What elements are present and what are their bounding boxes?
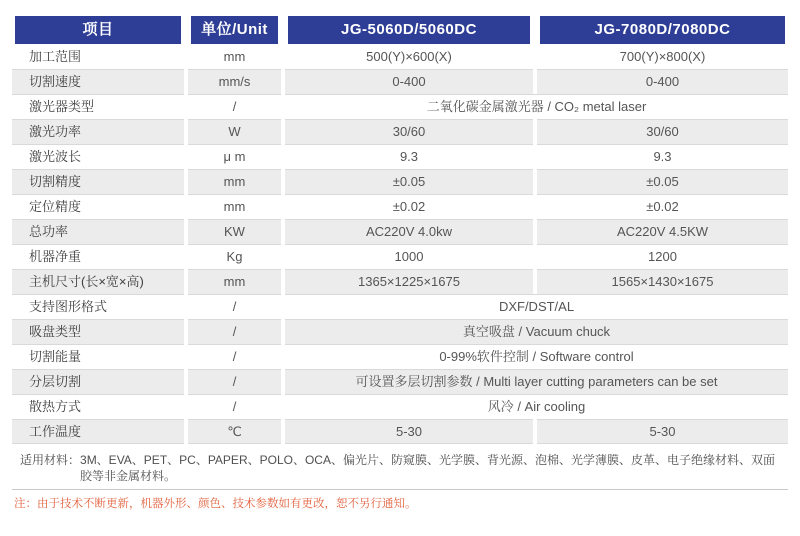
cell-item-label: 切割精度 xyxy=(12,169,184,194)
cell-unit: mm xyxy=(188,269,281,294)
cell-value-7080: 9.3 xyxy=(537,144,788,169)
cell-unit: / xyxy=(188,369,281,394)
spec-row xyxy=(12,319,788,344)
divider-line xyxy=(12,489,788,490)
cell-value-5060: 1365×1225×1675 xyxy=(285,269,533,294)
cell-value-7080: ±0.02 xyxy=(537,194,788,219)
cell-unit: mm xyxy=(188,169,281,194)
cell-value-5060: ±0.05 xyxy=(285,169,533,194)
cell-unit: / xyxy=(188,294,281,319)
cell-value-merged: 0-99%软件控制 / Software control xyxy=(285,344,788,369)
cell-value-merged: 可设置多层切割参数 / Multi layer cutting parameters can be set xyxy=(285,369,788,394)
column-header-item: 项目 xyxy=(15,16,181,44)
spec-row xyxy=(12,144,788,169)
table-header-row xyxy=(12,16,788,44)
spec-row xyxy=(12,94,788,119)
cell-item-label: 切割速度 xyxy=(12,69,184,94)
cell-item-label: 散热方式 xyxy=(12,394,184,419)
spec-row xyxy=(12,394,788,419)
spec-row xyxy=(12,44,788,69)
cell-value-5060: 9.3 xyxy=(285,144,533,169)
cell-value-7080: 1200 xyxy=(537,244,788,269)
cell-value-7080: 1565×1430×1675 xyxy=(537,269,788,294)
cell-unit: ℃ xyxy=(188,419,281,444)
cell-item-label: 总功率 xyxy=(12,219,184,244)
spec-row xyxy=(12,344,788,369)
spec-row xyxy=(12,294,788,319)
materials-note xyxy=(12,452,778,484)
cell-item-label: 激光器类型 xyxy=(12,94,184,119)
cell-value-5060: 500(Y)×600(X) xyxy=(285,44,533,69)
disclaimer-note: 注：由于技术不断更新，机器外形、颜色、技术参数如有更改，恕不另行通知。 xyxy=(14,498,417,510)
cell-value-7080: 30/60 xyxy=(537,119,788,144)
cell-value-7080: 700(Y)×800(X) xyxy=(537,44,788,69)
spec-row xyxy=(12,169,788,194)
spec-sheet xyxy=(0,16,800,536)
cell-unit: mm/s xyxy=(188,69,281,94)
spec-row xyxy=(12,419,788,444)
cell-unit: / xyxy=(188,94,281,119)
cell-value-5060: 5-30 xyxy=(285,419,533,444)
cell-item-label: 激光功率 xyxy=(12,119,184,144)
spec-row xyxy=(12,244,788,269)
cell-value-7080: ±0.05 xyxy=(537,169,788,194)
cell-value-7080: AC220V 4.5KW xyxy=(537,219,788,244)
cell-item-label: 支持图形格式 xyxy=(12,294,184,319)
materials-label: 适用材料： xyxy=(20,453,81,467)
spec-row xyxy=(12,119,788,144)
cell-item-label: 加工范围 xyxy=(12,44,184,69)
column-header-model-7080: JG-7080D/7080DC xyxy=(540,16,785,44)
cell-unit: / xyxy=(188,394,281,419)
column-header-model-5060: JG-5060D/5060DC xyxy=(288,16,530,44)
spec-row xyxy=(12,219,788,244)
cell-item-label: 定位精度 xyxy=(12,194,184,219)
cell-unit: Kg xyxy=(188,244,281,269)
spec-row xyxy=(12,269,788,294)
cell-item-label: 主机尺寸(长×宽×高) xyxy=(12,269,184,294)
cell-value-5060: 30/60 xyxy=(285,119,533,144)
cell-unit: W xyxy=(188,119,281,144)
cell-item-label: 激光波长 xyxy=(12,144,184,169)
materials-text: 3M、EVA、PET、PC、PAPER、POLO、OCA、偏光片、防窥膜、光学膜、背光源、泡棉、光学薄膜、皮革、电子绝缘材料、双面胶等非金属材料。 xyxy=(80,453,775,483)
cell-unit: μ m xyxy=(188,144,281,169)
spec-row xyxy=(12,369,788,394)
spec-row xyxy=(12,194,788,219)
cell-unit: mm xyxy=(188,44,281,69)
cell-value-merged: DXF/DST/AL xyxy=(285,294,788,319)
cell-value-merged: 风冷 / Air cooling xyxy=(285,394,788,419)
cell-unit: mm xyxy=(188,194,281,219)
cell-unit: / xyxy=(188,344,281,369)
cell-unit: KW xyxy=(188,219,281,244)
cell-value-merged: 真空吸盘 / Vacuum chuck xyxy=(285,319,788,344)
cell-item-label: 机器净重 xyxy=(12,244,184,269)
cell-item-label: 分层切割 xyxy=(12,369,184,394)
cell-value-7080: 5-30 xyxy=(537,419,788,444)
cell-value-5060: 0-400 xyxy=(285,69,533,94)
cell-value-merged: 二氧化碳金属激光器 / CO₂ metal laser xyxy=(285,94,788,119)
cell-value-5060: 1000 xyxy=(285,244,533,269)
cell-value-7080: 0-400 xyxy=(537,69,788,94)
cell-item-label: 吸盘类型 xyxy=(12,319,184,344)
cell-item-label: 工作温度 xyxy=(12,419,184,444)
spec-table xyxy=(12,16,788,444)
column-header-unit: 单位/Unit xyxy=(191,16,278,44)
cell-item-label: 切割能量 xyxy=(12,344,184,369)
cell-value-5060: ±0.02 xyxy=(285,194,533,219)
spec-row xyxy=(12,69,788,94)
spec-rows xyxy=(12,44,788,444)
cell-value-5060: AC220V 4.0kw xyxy=(285,219,533,244)
cell-unit: / xyxy=(188,319,281,344)
